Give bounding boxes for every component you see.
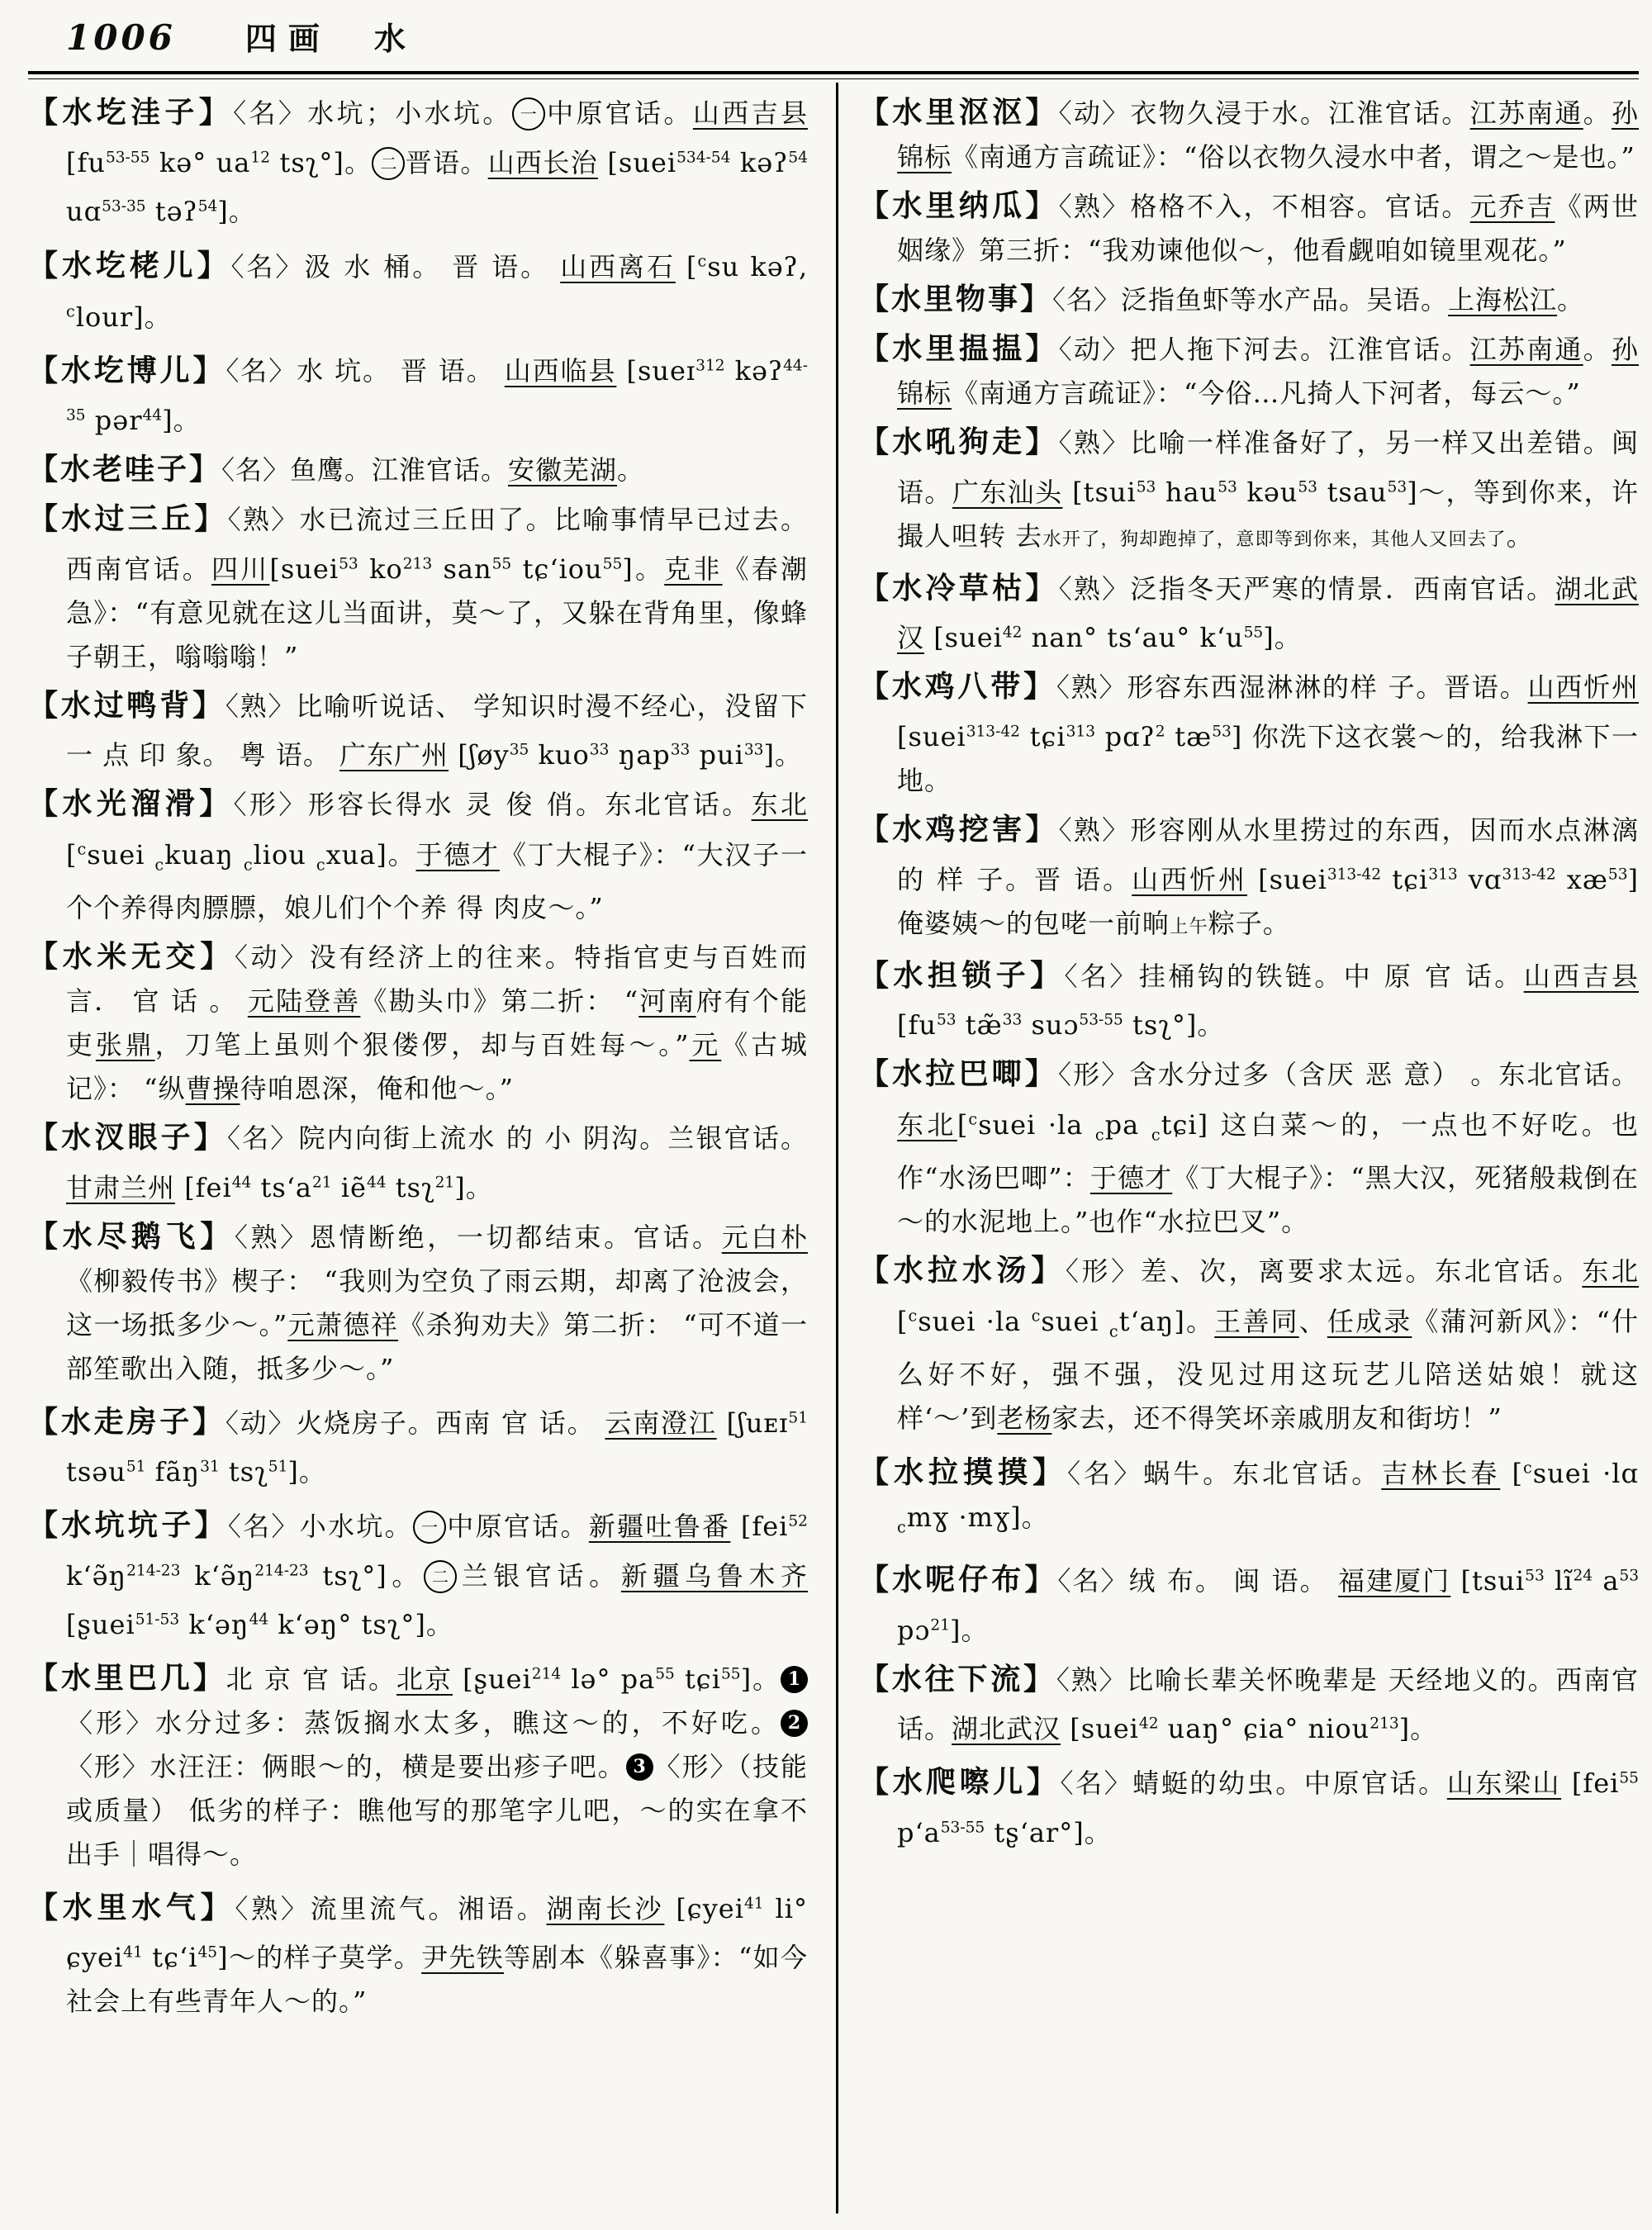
entry-headword: 【水往下流】 [859, 1661, 1056, 1696]
column-left [28, 91, 808, 2028]
dictionary-entry [859, 327, 1639, 415]
entry-headword: 【水鸡八带】 [859, 669, 1056, 705]
column-divider [836, 83, 838, 2213]
entry-body: 〈形〉含水分过多（含厌 恶 意） 。东北官话。东北[$^c$suei ·la $_c$pa $_c$tɕi] 这白菜～的，一点也不好吃。也作“水汤巴唧”：于德才《丁大棍子》：“黑大汉，死猪般栽倒在～的水泥地上。”也作“水拉巴叉”。 [897, 1059, 1639, 1238]
page-number: 1006 [66, 17, 176, 58]
dictionary-entry [859, 1554, 1639, 1652]
entry-headword: 【水走房子】 [28, 1404, 225, 1440]
dictionary-entry [28, 1652, 808, 1877]
dictionary-entry [28, 1116, 808, 1210]
entry-body: 〈名〉水 坑。 晋 语。 山西临县 [sueɪ$^{312}$ kəʔ$^{44-35}$ pər$^{44}$]。 [66, 355, 808, 436]
dictionary-entry [28, 1215, 808, 1391]
entry-headword: 【水汊眼子】 [28, 1120, 227, 1155]
entry-body: 〈动〉没有经济上的往来。特指官吏与百姓而言． 官 话 。 元陆登善《勘头巾》第二折： “河南府有个能吏张鼎，刀笔上虽则个狠偻㑩，却与百姓每～。”元《古城记》： “纵曹操待咱恩深，俺和他～。” [66, 942, 808, 1105]
entry-headword: 【水拉摸摸】 [859, 1455, 1068, 1491]
entry-body: 〈名〉水坑；小水坑。 一 中原官话。山西吉县 [$fu^{53-55}$ kə° $ua^{12}$ tsʅ°]。 二 晋语。山西长治 [suei$^{534-54}$ kəʔ$^{54}$ uɑ$^{53-35}$ təʔ$^{54}$]。 [66, 97, 808, 228]
entry-body: 〈名〉院内向街上流水 的 小 阴沟。兰银官话。甘肃兰州 [fei$^{44}$ tsʻa$^{21}$ iẽ$^{44}$ tsʅ$^{21}$]。 [66, 1122, 808, 1203]
entry-headword: 【水里揾揾】 [859, 331, 1059, 366]
entry-headword: 【水里巴几】 [28, 1660, 226, 1696]
dictionary-entry [28, 684, 808, 778]
entry-body: 〈名〉鱼鹰。江淮官话。安徽芜湖。 [221, 453, 645, 486]
entry-body: 〈熟〉恩情断绝，一切都结束。官话。元白朴《柳毅传书》楔子： “我则为空负了雨云期，却离了沧波会，这一场抵多少～。”元萧德祥《杀狗劝夫》第二折： “可不道一部笙歌出入随，抵多少～。” [66, 1221, 808, 1384]
dictionary-entry [859, 1249, 1639, 1440]
dictionary-entry [28, 91, 808, 234]
entry-body: 〈熟〉形容刚从水里捞过的东西，因而水点淋漓 的 样 子。晋 语。山西忻州 [suei$^{313-42}$ tɕi$^{313}$ vɑ$^{313-42}$ $xæ^{53}$] 俺婆姨～的包咾一前晌上午粽子。 [897, 814, 1640, 939]
entry-body: 〈名〉小水坑。 一 中原官话。新疆吐鲁番 [fei$^{52}$ $kʻə̃ŋ^{214-23}$ $kʻə̃ŋ^{214-23}$ tsʅ°]。 二 兰银官话。新疆乌鲁木齐 [ʂuei$^{51-53}$ kʻəŋ$^{44}$ kʻəŋ° tsʅ°]。 [66, 1510, 808, 1641]
entry-headword: 【水吼狗走】 [859, 425, 1059, 459]
entry-body: 〈名〉蜗牛。东北官话。吉林长春 [$^c$suei ·lɑ $_c$mɣ ·mɣ]。 [897, 1458, 1639, 1537]
entry-headword: 【水里纳瓜】 [859, 188, 1059, 223]
dictionary-entry [859, 665, 1639, 803]
dictionary-entry [859, 1756, 1639, 1854]
entry-headword: 【水老哇子】 [28, 451, 222, 486]
entry-body: 〈名〉挂桶钩的铁链。中 原 官 话。山西吉县 [$fu^{53}$ tæ̃$^{33}$ suɔ$^{53-55}$ tsʅ°]。 [897, 960, 1639, 1041]
entry-body: 〈名〉泛指鱼虾等水产品。吴语。上海松江。 [1052, 284, 1585, 316]
entry-body: 〈熟〉水已流过三丘田了。比喻事情早已过去。西南官话。四川[suei$^{53}$ $ko^{213}$ san$^{55}$ tɕʻiou$^{55}$]。克非《春潮急》：“有意见就在这儿当面讲，莫～了，又躲在背角里，像蜂子朝王，嗡嗡嗡！” [66, 503, 808, 672]
entry-headword: 【水尽鹅飞】 [28, 1218, 235, 1254]
entry-headword: 【水里物事】 [859, 282, 1053, 316]
entry-body: 〈熟〉比喻听说话、 学知识时漫不经心，没留下一 点 印 象。 粤 语。 广东广州 [ʃøy$^{35}$ kuo$^{33}$ ŋap$^{33}$ pui$^{33}$]。 [66, 690, 808, 771]
entry-body: 〈名〉汲 水 桶。 晋 语。 山西离石 [$^c$su kəʔ‚ $^c$lour]。 [66, 250, 808, 333]
dictionary-entry [859, 808, 1639, 949]
entry-body: 〈形〉形容长得水 灵 俊 俏。东北官话。东北 [$^c$suei $_c$kuaŋ $_c$liou $_c$xua]。于德才《丁大棍子》：“大汉子一个个养得肉膘膘，娘儿们个个养 得 肉皮～。” [66, 789, 808, 924]
dictionary-entry [859, 420, 1639, 562]
dictionary-entry [28, 344, 808, 443]
entry-body: 〈动〉把人拖下河去。江淮官话。江苏南通。孙锦标《南通方言疏证》：“今俗…凡掎人下河者，每云～。” [897, 334, 1639, 409]
dictionary-entry [28, 1499, 808, 1647]
entry-headword: 【水爬嚓儿】 [859, 1765, 1061, 1801]
entry-body: 〈名〉蜻蜓的幼虫。中原官话。山东梁山 [fei$^{55}$ pʻa$^{53-55}$ tʂʻar°]。 [897, 1767, 1639, 1848]
entry-headword: 【水过鸭背】 [28, 687, 225, 723]
entry-body: 〈动〉火烧房子。西南 官 话。 云南澄江 [ʃuᴇɪ$^{51}$ tsəu$^{51}$ fãŋ$^{31}$ tsʅ$^{51}$]。 [66, 1407, 808, 1488]
dictionary-entry [859, 1052, 1639, 1244]
entry-headword: 【水圪栳儿】 [28, 248, 231, 283]
dictionary-entry [859, 278, 1639, 322]
entry-headword: 【水米无交】 [28, 939, 235, 975]
entry-headword: 【水坑坑子】 [28, 1507, 228, 1543]
dictionary-entry [859, 1658, 1639, 1752]
entry-headword: 【水圪博儿】 [28, 353, 226, 388]
entry-headword: 【水呢仔布】 [859, 1563, 1058, 1598]
dictionary-entry [28, 1396, 808, 1494]
entry-headword: 【水光溜滑】 [28, 786, 234, 822]
entry-headword: 【水圪洼子】 [28, 95, 234, 130]
page-header [28, 13, 1639, 66]
entry-body: 〈熟〉格格不入，不相容。官话。元乔吉《两世姻缘》第三折：“我劝谏他似～，他看觑咱如镜里观花。” [897, 191, 1639, 266]
dictionary-entry [859, 91, 1639, 179]
entry-headword: 【水拉巴唧】 [859, 1056, 1058, 1092]
entry-headword: 【水担锁子】 [859, 957, 1065, 993]
dictionary-entry [28, 448, 808, 492]
entry-body: 〈熟〉流里流气。湘语。湖南长沙 [ɕyei$^{41}$ li° ɕyei$^{41}$ tɕʻi$^{45}$]～的样子莫学。尹先铁等剧本《躲喜事》：“如今社会上有些青年人～的。” [66, 1892, 808, 2018]
entry-body: 〈形〉差、次，离要求太远。东北官话。东北[$^c$suei ·la $^c$suei $_c$tʻaŋ]。王善同、任成录《蒲河新风》：“什么好不好，强不强，没见过用这玩艺儿陪送姑娘！就这样‘～’到老杨家去，还不得笑坏亲戚朋友和街坊！” [897, 1255, 1639, 1435]
columns [28, 91, 1639, 2028]
header-rule [28, 71, 1639, 79]
entry-headword: 【水鸡挖害】 [859, 811, 1059, 847]
entry-headword: 【水冷草枯】 [859, 570, 1059, 605]
entry-headword: 【水过三丘】 [28, 501, 228, 536]
dictionary-entry [28, 782, 808, 930]
dictionary-entry [859, 954, 1639, 1048]
entry-body: 〈熟〉比喻长辈关怀晚辈是 天经地义的。西南官话。湖北武汉 [suei$^{42}$ uaŋ° ɕia° niou$^{213}$]。 [897, 1663, 1639, 1745]
dictionary-entry [28, 497, 808, 679]
dictionary-entry [28, 935, 808, 1111]
entry-headword: 【水里水气】 [28, 1890, 235, 1925]
dictionary-entry [28, 1881, 808, 2024]
entry-body: 北 京 官 话。北京 [ʂuei$^{214}$ lə° $pa^{55}$ tɕi$^{55}$]。 1〈形〉水分过多：蒸饭搁水太多，瞧这～的，不好吃。 2〈形〉水汪汪：俩眼～的，横是要出疹子吧。 3 〈形〉（技能或质量） 低劣的样子：瞧他写的那笔字儿吧，～的实在拿不出手｜唱得～。 [66, 1663, 808, 1870]
entry-body: 〈熟〉形容东西湿淋淋的样 子。晋语。山西忻州 [suei$^{313-42}$ tɕi$^{313}$ pɑʔ$^2$ $tæ^{53}$] 你洗下这衣裳～的，给我淋下一地。 [897, 671, 1639, 796]
dictionary-entry [859, 1445, 1639, 1549]
section-label: 四画 水 [244, 20, 417, 57]
entry-headword: 【水拉水汤】 [859, 1253, 1066, 1288]
column-right [859, 91, 1639, 2028]
dictionary-entry [859, 184, 1639, 273]
entry-body: 〈熟〉比喻一样准备好了，另一样又出差错。闽语。广东汕头 [tsui$^{53}$ hau$^{53}$ kəu$^{53}$ tsau$^{53}$]～，等到你来，许撮人呾转 去水开了，狗却跑掉了，意即等到你来，其他人又回去了。 [897, 427, 1639, 552]
entry-headword: 【水里沤沤】 [859, 95, 1059, 130]
entry-body: 〈名〉绒 布。 闽 语。 福建厦门 [tsui$^{53}$ $lĩ^{24}$ $a^{53}$ pɔ$^{21}$]。 [897, 1565, 1640, 1646]
dictionary-entry [28, 239, 808, 339]
dictionary-entry [859, 567, 1639, 661]
entry-body: 〈动〉衣物久浸于水。江淮官话。江苏南通。孙锦标《南通方言疏证》：“俗以衣物久浸水中者，谓之～是也。” [897, 97, 1639, 173]
entry-body: 〈熟〉泛指冬天严寒的情景．西南官话。湖北武汉 [suei$^{42}$ nan° tsʻau° kʻu$^{55}$]。 [897, 572, 1639, 654]
